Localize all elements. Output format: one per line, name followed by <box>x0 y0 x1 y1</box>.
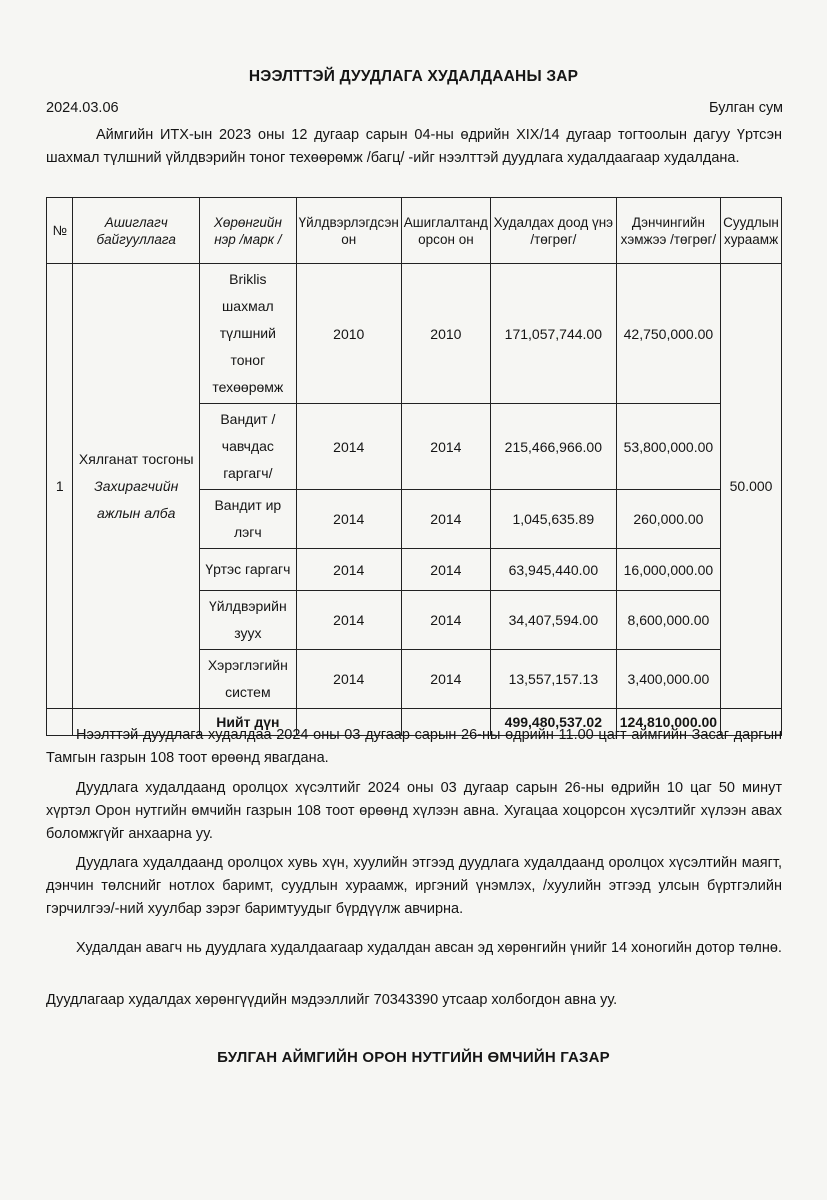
intro-paragraph: Аймгийн ИТХ-ын 2023 оны 12 дугаар сарын 04-ны өдрийн XIX/14 дугаар тогтоолын дагуу Үртсэн шахмал түлшний үйлдвэрийн тоног техөөрөмж /багц/ -ийг нээлттэй дуудлага худалдаагаар худалдана. <box>46 127 782 166</box>
made-year: 2014 <box>296 549 401 591</box>
paragraph-auction-time: Нээлттэй дуудлага худалдаа 2024 оны 03 дугаар сарын 26-ны өдрийн 11.00 цагт аймгийн Засаг даргын Тамгын газрын 108 тоот өрөөнд явагдана. <box>46 727 782 766</box>
deposit-amount: 8,600,000.00 <box>616 591 720 650</box>
deposit-amount: 53,800,000.00 <box>616 404 720 490</box>
used-year: 2010 <box>401 264 490 404</box>
asset-name: Үртэс гаргагч <box>200 549 297 591</box>
table-header-row <box>47 198 782 264</box>
made-year: 2010 <box>296 264 401 404</box>
min-price: 34,407,594.00 <box>490 591 616 650</box>
org-cell <box>73 264 200 709</box>
made-year: 2014 <box>296 650 401 709</box>
header-used-year: Ашиглалтанд орсон он <box>401 198 490 264</box>
bid-fee: 50.000 <box>721 264 782 709</box>
min-price: 171,057,744.00 <box>490 264 616 404</box>
header-price: Худалдах доод үнэ /төгрөг/ <box>490 198 616 264</box>
header-bid-fee: Суудлын хураамж <box>721 198 782 264</box>
document-place: Булган сум <box>709 100 783 116</box>
used-year: 2014 <box>401 591 490 650</box>
used-year: 2014 <box>401 549 490 591</box>
asset-name: Хэрэглэгийн систем <box>200 650 297 709</box>
total-label: Нийт дүн <box>200 709 297 736</box>
used-year: 2014 <box>401 490 490 549</box>
min-price: 1,045,635.89 <box>490 490 616 549</box>
signature-organization: БУЛГАН АЙМГИЙН ОРОН НУТГИЙН ӨМЧИЙН ГАЗАР <box>217 1049 610 1066</box>
deposit-amount: 260,000.00 <box>616 490 720 549</box>
header-made-year: Үйлдвэрлэгдсэн он <box>296 198 401 264</box>
paragraph-requirements: Дуудлага худалдаанд оролцох хувь хүн, хуулийн этгээд дуудлага худалдаанд оролцох хүсэлтийн маягт, дэнчин төлснийг нотлох баримт, суудлын хураамж, иргэний үнэмлэх, /хуулийн этгээд улсын бүртгэлийн гэрчилгээ/-ний хуулбар зэрэг баримтуудыг бүрдүүлж авчирна. <box>46 855 782 917</box>
header-org: Ашиглагч байгууллага <box>73 198 200 264</box>
auction-table <box>46 197 782 736</box>
paragraph-payment: Худалдан авагч нь дуудлага худалдаагаар худалдан авсан эд хөрөнгийн үнийг 14 хоногийн дотор төлнө. <box>76 940 782 956</box>
org-name-2: Захирагчийн ажлын алба <box>94 477 179 521</box>
deposit-amount: 42,750,000.00 <box>616 264 720 404</box>
min-price: 63,945,440.00 <box>490 549 616 591</box>
used-year: 2014 <box>401 650 490 709</box>
made-year: 2014 <box>296 591 401 650</box>
total-price: 499,480,537.02 <box>490 709 616 736</box>
org-number: 1 <box>47 264 73 709</box>
total-deposit: 124,810,000.00 <box>616 709 720 736</box>
deposit-amount: 3,400,000.00 <box>616 650 720 709</box>
made-year: 2014 <box>296 490 401 549</box>
min-price: 215,466,966.00 <box>490 404 616 490</box>
used-year: 2014 <box>401 404 490 490</box>
header-no: № <box>47 198 73 264</box>
asset-name: Үйлдвэрийн зуух <box>200 591 297 650</box>
asset-name: Вандит ир лэгч <box>200 490 297 549</box>
header-asset: Хөрөнгийн нэр /марк / <box>200 198 297 264</box>
made-year: 2014 <box>296 404 401 490</box>
paragraph-contact: Дуудлагаар худалдах хөрөнгүүдийн мэдээллийг 70343390 утсаар холбогдон авна уу. <box>46 992 618 1008</box>
header-deposit: Дэнчингийн хэмжээ /төгрөг/ <box>616 198 720 264</box>
asset-name: Вандит /чавчдас гаргагч/ <box>200 404 297 490</box>
deposit-amount: 16,000,000.00 <box>616 549 720 591</box>
table-row <box>47 264 782 404</box>
document-date: 2024.03.06 <box>46 100 119 116</box>
min-price: 13,557,157.13 <box>490 650 616 709</box>
org-name: Хялганат тосгоны <box>78 450 194 467</box>
document-title: НЭЭЛТТЭЙ ДУУДЛАГА ХУДАЛДААНЫ ЗАР <box>248 68 579 85</box>
paragraph-application-deadline: Дуудлага худалдаанд оролцох хүсэлтийг 2024 оны 03 дугаар сарын 26-ны өдрийн 10 цаг 50 минут хүртэл Орон нутгийн өмчийн газрын 108 тоот өрөөнд хүлээн авна. Хугацаа хоцорсон хүсэлтийг хүлээн авах боломжгүйг анхаарна уу. <box>46 780 782 842</box>
asset-name: Briklis шахмал түлшний тоног техөөрөмж <box>200 264 297 404</box>
